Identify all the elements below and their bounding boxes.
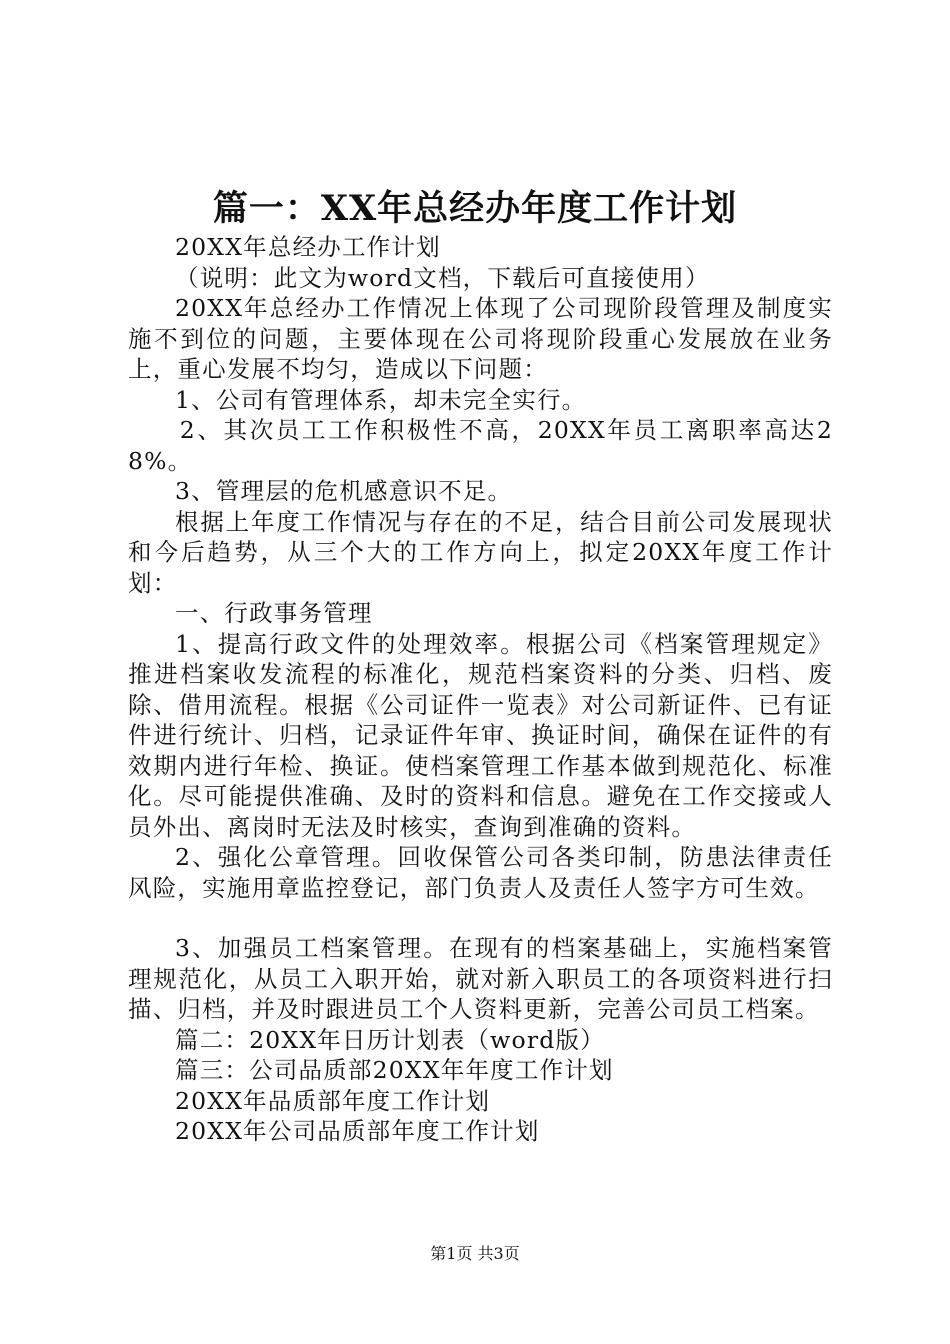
paragraph-company-quality-plan-title: 20XX年公司品质部年度工作计划	[175, 1117, 540, 1145]
paragraph-part-2-title: 篇二：20XX年日历计划表（word版）	[175, 1025, 605, 1054]
paragraph-admin-item-1: 1、提高行政文件的处理效率。根据公司《档案管理规定》推进档案收发流程的标准化，规范档案资料的分类、归档、废除、借用流程。根据《公司证件一览表》对公司新证件、已有证件进行统计、归档，记录证件年审、换证时间，确保在证件的有效期内进行年检、换证。使档案管理工作基本做到规范化、标准化。尽可能提供准确、及时的资料和信息。避免在工作交接或人员外出、离岗时无法及时核实，查询到准确的资料。	[128, 629, 833, 841]
paragraph-issue-2: 2、其次员工工作积极性不高，20XX年员工离职率高达28%。	[128, 416, 833, 475]
section-heading-admin: 一、行政事务管理	[175, 599, 373, 627]
paragraph-quality-plan-title: 20XX年品质部年度工作计划	[175, 1086, 491, 1115]
paragraph-plan-summary: 根据上年度工作情况与存在的不足，结合目前公司发展现状和今后趋势，从三个大的工作方向上，拟定20XX年度工作计划：	[128, 507, 833, 597]
paragraph-admin-item-3: 3、加强员工档案管理。在现有的档案基础上，实施档案管理规范化，从员工入职开始，就对新入职员工的各项资料进行扫描、归档，并及时跟进员工个人资料更新，完善公司员工档案。	[128, 934, 833, 1023]
paragraph-issue-3: 3、管理层的危机感意识不足。	[175, 477, 513, 505]
document-title: 篇一：XX年总经办年度工作计划	[212, 188, 738, 229]
paragraph-intro: 20XX年总经办工作情况上体现了公司现阶段管理及制度实施不到位的问题，主要体现在公司将现阶段重心发展放在业务上，重心发展不均匀，造成以下问题：	[128, 294, 833, 383]
paragraph-part-3-title: 篇三：公司品质部20XX年年度工作计划	[175, 1056, 614, 1084]
paragraph-note: （说明：此文为word文档，下载后可直接使用）	[175, 263, 710, 292]
paragraph-admin-item-2: 2、强化公章管理。回收保管公司各类印制，防患法律责任风险，实施用章监控登记，部门负责人及责任人签字方可生效。	[128, 843, 833, 902]
paragraph-plan-heading: 20XX年总经办工作计划	[175, 233, 441, 261]
paragraph-issue-1: 1、公司有管理体系，却未完全实行。	[175, 385, 587, 414]
document-body	[128, 232, 833, 1147]
page-footer: 第1页 共3页	[430, 1244, 520, 1263]
